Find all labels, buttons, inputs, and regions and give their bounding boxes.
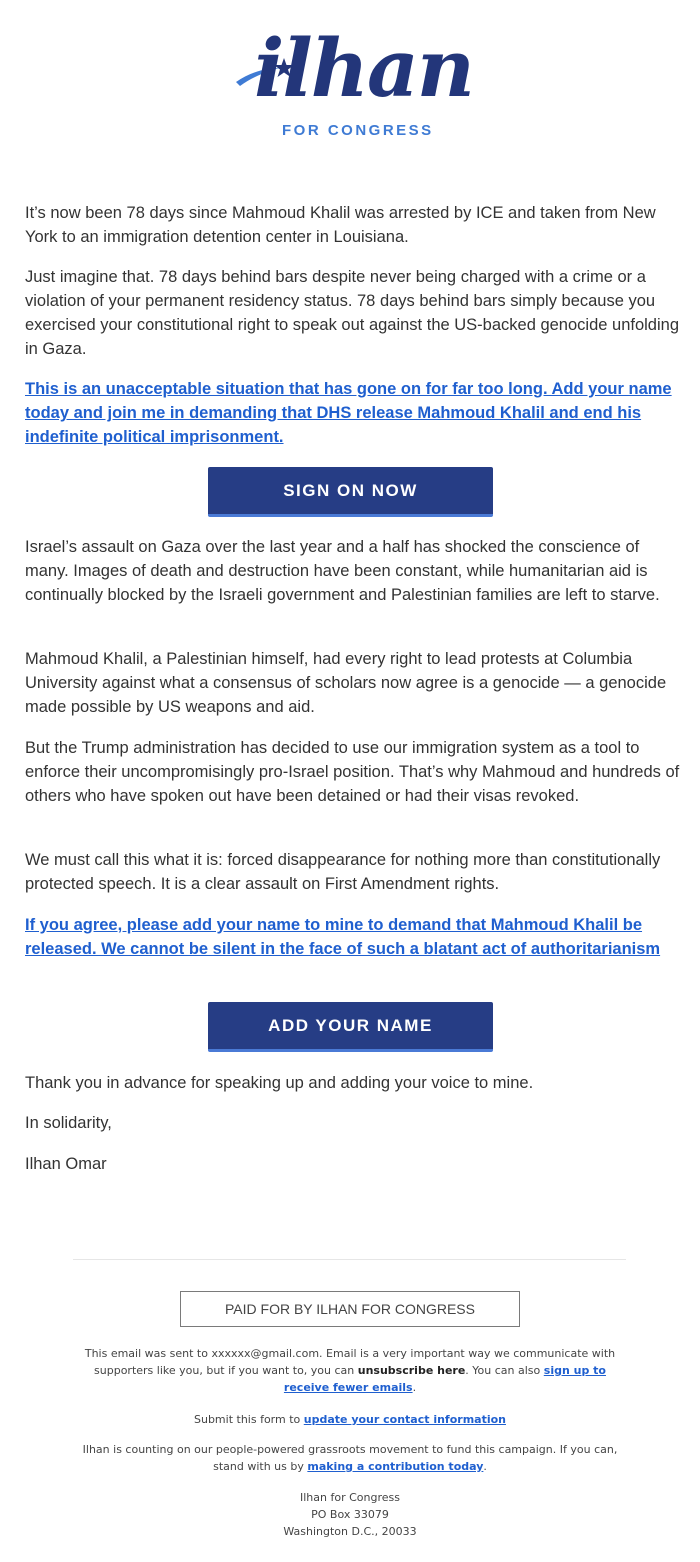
paid-for-label: PAID FOR BY ILHAN FOR CONGRESS — [225, 1301, 475, 1317]
footer-divider — [73, 1259, 626, 1260]
sent-middle: . Email is a very important way we communicate with supporters like you, but if you want to, you can — [94, 1347, 616, 1377]
contribution-notice — [80, 1441, 620, 1475]
email-notice — [80, 1345, 620, 1396]
paragraph-7: Thank you in advance for speaking up and adding your voice to mine. — [25, 1074, 534, 1092]
petition-link-2[interactable]: If you agree, please add your name to mine to demand that Mahmoud Khalil be released. We cannot be silent in the face of such a blatant act of authoritarianism — [25, 916, 661, 958]
mailing-address — [80, 1489, 620, 1540]
logo-subtitle: FOR CONGRESS — [282, 122, 434, 139]
sign-on-now-button[interactable]: SIGN ON NOW — [208, 467, 493, 517]
update-info-notice — [80, 1411, 620, 1428]
unsubscribe-link[interactable]: unsubscribe here — [357, 1364, 466, 1377]
paragraph-1: It’s now been 78 days since Mahmoud Khalil was arrested by ICE and taken from New York to an immigration detention center in Louisiana. — [25, 204, 656, 246]
sent-after: . You can also — [465, 1364, 544, 1377]
paragraph-5: But the Trump administration has decided to use our immigration system as a tool to enforce their uncompromisingly pro-Israel position. That’s why Mahmoud and hundreds of others who have spoken out have been detained or had their visas revoked. — [25, 739, 680, 805]
update-prefix: Submit this form to — [193, 1413, 304, 1426]
sent-prefix: This email was sent to — [84, 1347, 212, 1360]
address-line-2: PO Box 33079 — [311, 1508, 389, 1521]
paragraph-6: We must call this what it is: forced disappearance for nothing more than constitutionally protected speech. It is a clear assault on First Amendment rights. — [25, 851, 661, 893]
add-your-name-button[interactable]: ADD YOUR NAME — [208, 1002, 493, 1052]
contrib-end: . — [483, 1460, 487, 1473]
ilhan-logo[interactable] — [230, 21, 473, 145]
fewer-emails-link[interactable]: sign up to receive fewer emails — [283, 1364, 606, 1394]
paragraph-2: Just imagine that. 78 days behind bars despite never being charged with a crime or a violation of your permanent residency status. 78 days behind bars simply because you exercised your constitutional right to speak out against the US-backed genocide unfolding in Gaza. — [25, 268, 679, 358]
address-line-1: Ilhan for Congress — [300, 1491, 400, 1504]
logo-wordmark: ilhan — [254, 21, 473, 115]
update-contact-link[interactable]: update your contact information — [303, 1413, 506, 1426]
signoff: In solidarity, — [25, 1114, 112, 1132]
signature: Ilhan Omar — [25, 1155, 107, 1173]
contribution-link[interactable]: making a contribution today — [307, 1460, 484, 1473]
paragraph-4: Mahmoud Khalil, a Palestinian himself, had every right to lead protests at Columbia University against what a consensus of scholars now agree is a genocide — a genocide made possible by US weapons and aid. — [25, 650, 667, 716]
sent-end: . — [412, 1381, 417, 1394]
paid-for-box — [180, 1291, 520, 1327]
petition-link-1[interactable]: This is an unacceptable situation that has gone on for far too long. Add your name today and join me in demanding that DHS release Mahmoud Khalil and end his indefinite political imprisonment. — [25, 380, 672, 446]
recipient-email: xxxxxx@gmail.com — [211, 1347, 320, 1360]
paragraph-3: Israel’s assault on Gaza over the last year and a half has shocked the conscience of many. Images of death and destruction have been constant, while humanitarian aid is continually blocked by the Israeli government and Palestinian families are left to starve. — [25, 538, 660, 604]
address-line-3: Washington D.C., 20033 — [283, 1525, 417, 1538]
contrib-prefix: Ilhan is counting on our people-powered grassroots movement to fund this campaign. If you can, stand with us by — [82, 1443, 618, 1473]
